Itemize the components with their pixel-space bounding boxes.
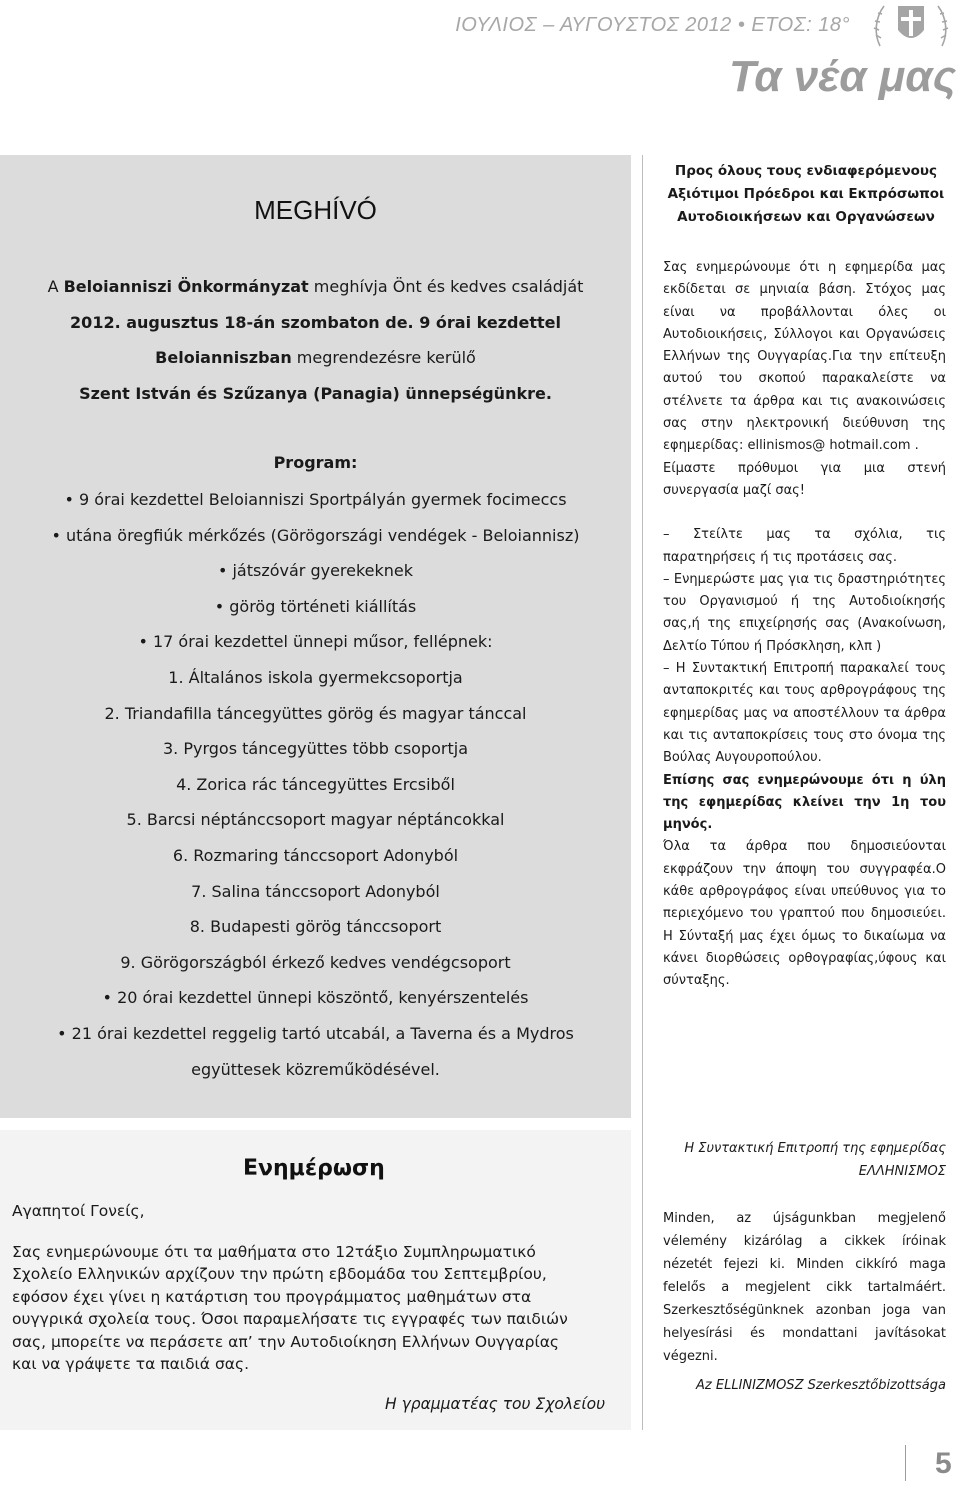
notice-line: Σας ενημερώνουμε ότι τα μαθήματα στο 12τάξιο Συμπληρωματικό (12, 1243, 536, 1261)
program-item: együttesek közreműködésével. (191, 1059, 440, 1079)
program-label: Program: (273, 453, 358, 472)
editorial-heading (656, 160, 956, 229)
program-item: 3. Pyrgos táncegyüttes több csoportja (163, 739, 468, 759)
intro-text: megrendezésre kerülő (291, 348, 476, 367)
editorial-paragraph: Είμαστε πρόθυμοι για μια στενή συνεργασία μαζί σας! (663, 460, 946, 498)
editorial-paragraph: – Ενημερώστε μας για τις δραστηριότητες του Οργανισμού ή της Αυτοδιοίκησής σας,ή της επιχείρησής σας (Ανακοίνωση, Δελτίο Τύπου ή Πρόσκληση, κλπ ) (663, 571, 946, 654)
program-item: • 9 órai kezdettel Beloianniszi Sportpályán gyermek focimeccs (64, 490, 567, 509)
school-notice (0, 1130, 631, 1430)
editorial-body (663, 257, 946, 993)
program-item: • utána öregfiúk mérkőzés (Görögországi vendégek - Beloiannisz) (51, 525, 580, 545)
page-number: 5 (935, 1447, 952, 1480)
editorial-paragraph: – Η Συντακτική Επιτροπή παρακαλεί τους ανταποκριτές και τους αρθρογράφους της εφημερίδας μας να αποστέλλουν τα άρθρα και τις ανταποκρίσεις τους στο όνομα της Βούλας Αυγουροπούλου. (663, 661, 946, 766)
notice-line: ουγγρικά σχολεία τους. Όσοι παραμελήσατε τις εγγραφές των παιδιών (12, 1310, 568, 1329)
program-item: 4. Zorica rác táncegyüttes Ercsiből (176, 774, 455, 794)
program-item: 7. Salina tánccsoport Adonyból (191, 881, 440, 901)
program-item: • 17 órai kezdettel ünnepi műsor, fellépnek: (138, 632, 493, 652)
editorial-paragraph: – Στείλτε μας τα σχόλια, τις παρατηρήσεις ή τις προτάσεις σας. (663, 527, 946, 565)
page-number-divider (905, 1445, 906, 1481)
heading-line: Αυτοδιοικήσεων και Οργανώσεων (677, 209, 935, 225)
program-item: • 21 órai kezdettel reggelig tartó utcabál, a Taverna és a Mydros (57, 1023, 574, 1043)
program-item: • játszóvár gyerekeknek (217, 561, 414, 581)
notice-greeting: Αγαπητοί Γονείς, (12, 1202, 145, 1220)
program-item: 1. Általános iskola gyermekcsoportja (168, 667, 463, 687)
invitation-box (0, 155, 631, 1118)
program-item: 2. Triandafilla táncegyüttes görög és magyar tánccal (104, 703, 527, 723)
intro-place: Beloianniszban (155, 348, 292, 367)
heading-line: Προς όλους τους ενδιαφερόμενους (674, 163, 938, 179)
column-divider (642, 155, 643, 1430)
notice-title: Ενημέρωση (243, 1156, 385, 1181)
editorial-signature: Η Συντακτική Επιτροπή της εφημερίδας ΕΛΛΗΝΙΣΜΟΣ (684, 1141, 946, 1179)
intro-text: meghívja Önt és kedves családját (308, 277, 584, 296)
intro-event: Szent István és Szűzanya (Panagia) ünnepségünkre. (79, 383, 552, 403)
notice-signature: Η γραμματέας του Σχολείου (385, 1395, 606, 1413)
program-item: 6. Rozmaring tánccsoport Adonyból (172, 845, 459, 865)
notice-line: και να γράψετε τα παιδιά σας. (12, 1355, 250, 1374)
intro-municipality: Beloianniszi Önkormányzat (63, 277, 309, 296)
notice-line: εφόσον έχει γίνει η κατάρτιση του προγράμματος μαθημάτων στα (12, 1287, 532, 1306)
program-item: • görög történeti kiállítás (214, 596, 417, 616)
greek-coat-of-arms-icon (872, 2, 950, 50)
invitation-intro (0, 269, 631, 411)
issue-date: ΙΟΥΛΙΟΣ – ΑΥΓΟΥΣΤΟΣ 2012 • ΕΤΟΣ: 18° (455, 14, 850, 36)
hungarian-disclaimer: Minden, az újságunkban megjelenő vélemény kizárólag a cikkek íróinak nézetét fejezi ki. Minden cikkíró maga felelős a megjelent cikk tartalmáért. Szerkesztőségünknek azonban joga van helyesírási és mondattani javításokat végezni. (663, 1211, 946, 1364)
program-item: 8. Budapesti görög tánccsoport (189, 917, 442, 937)
program-list (0, 482, 631, 1087)
program-item: 9. Görögországból érkező kedves vendégcsoport (120, 952, 511, 972)
heading-line: Αξιότιμοι Πρόεδροι και Εκπρόσωποι (667, 186, 945, 202)
notice-line: σας, μπορείτε να περάσετε απ’ την Αυτοδιοίκηση Ελλήνων Ουγγαρίας (12, 1332, 560, 1351)
hungarian-signature: Az ELLINIZMOSZ Szerkesztőbizottsága (696, 1378, 946, 1393)
editorial-paragraph: Σας ενημερώνουμε ότι η εφημερίδα μας εκδίδεται σε μηνιαία βάση. Στόχος μας είναι να προβάλλονται όλες οι Αυτοδιοικήσεις, Σύλλογοι και Οργανώσεις Ελλήνων της Ουγγαρίας.Για την επίτευξη αυτού του σκοπού παρακαλείστε να στέλνετε τα άρθρα και τις ανακοινώσεις σας στην ηλεκτρονική διεύθυνση της εφημερίδας: ellinismos@ hotmail.com . (663, 260, 946, 454)
intro-date: 2012. augusztus 18-án szombaton de. 9 órai kezdettel (70, 312, 561, 332)
invitation-title: MEGHÍVÓ (254, 195, 377, 225)
notice-line: Σχολείο Ελληνικών αρχίζουν την πρώτη εβδομάδα του Σεπτεμβρίου, (12, 1265, 547, 1284)
program-item: 5. Barcsi néptánccsoport magyar néptáncokkal (126, 810, 505, 830)
editorial-paragraph: Όλα τα άρθρα που δημοσιεύονται εκφράζουν την άποψη του συγγραφέα.Ο κάθε αρθρογράφος είναι υπεύθυνος για το περιεχόμενο του γραπτού που δημοσιεύει. Η Σύνταξή μας έχει όμως το δικαίωμα να κάνει διορθώσεις ορθογραφίας,ύφους και σύνταξης. (663, 839, 946, 989)
editorial-deadline: Επίσης σας ενημερώνουμε ότι η ύλη της εφημερίδας κλείνει την 1η του μηνός. (663, 772, 946, 833)
section-title: Τα νέα μας (728, 52, 956, 101)
intro-text: A (47, 277, 64, 296)
notice-body (12, 1241, 612, 1375)
program-item: • 20 órai kezdettel ünnepi köszöntő, kenyérszentelés (102, 988, 529, 1008)
